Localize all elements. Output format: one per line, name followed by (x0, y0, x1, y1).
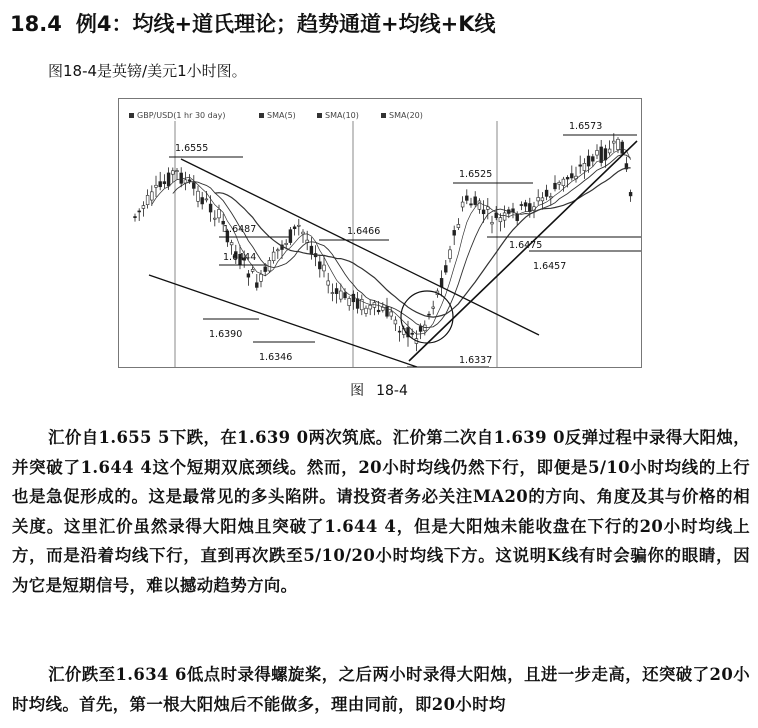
candle-body (377, 310, 380, 312)
moving-averages (152, 149, 631, 335)
candle-body (213, 218, 216, 219)
candle-body (155, 185, 158, 187)
candle-body (348, 298, 351, 305)
candle-body (171, 171, 174, 174)
candle-body (587, 156, 590, 166)
candle-body (537, 198, 540, 201)
legend-gbpusd: GBP/USD(1 hr 30 day) (137, 111, 226, 120)
price-chart-figure (118, 98, 642, 368)
candle-body (209, 204, 212, 212)
candle-body (142, 206, 145, 209)
candle-body (344, 293, 347, 298)
candle-body (318, 262, 321, 269)
candle-body (176, 171, 179, 172)
level-label: 1.6444 (223, 252, 257, 263)
candle-body (411, 333, 414, 334)
level-label: 1.6525 (459, 169, 493, 180)
candle-body (285, 243, 288, 244)
candle-body (629, 192, 632, 196)
section-number: 18.4 (10, 12, 62, 36)
candle-body (499, 218, 502, 222)
legend-sma20: SMA(20) (389, 111, 423, 120)
candle-body (255, 283, 258, 288)
candle-body (293, 227, 296, 229)
candle-body (138, 211, 141, 212)
candle-body (604, 149, 607, 160)
candle-body (352, 294, 355, 302)
candlesticks (134, 133, 632, 351)
candle-body (524, 203, 527, 206)
candle-body (482, 210, 485, 214)
figure-caption (0, 380, 758, 400)
candle-body (474, 197, 477, 205)
candle-body (566, 177, 569, 179)
candle-body (432, 307, 435, 308)
candle-body (428, 314, 431, 315)
candle-body (180, 173, 183, 183)
candle-body (541, 198, 544, 201)
candle-body (146, 195, 149, 204)
candle-body (297, 225, 300, 226)
level-label: 1.6555 (175, 143, 209, 154)
caption-label: 图 (350, 383, 365, 399)
level-label: 1.6573 (569, 121, 603, 132)
level-label: 1.6337 (459, 355, 493, 366)
candle-body (302, 232, 305, 234)
candle-body (549, 196, 552, 197)
candle-body (327, 281, 330, 285)
candle-body (390, 312, 393, 316)
sma-line (152, 149, 631, 335)
level-label: 1.6487 (223, 224, 257, 235)
candle-body (457, 224, 460, 227)
candle-body (461, 202, 464, 207)
candle-body (495, 213, 498, 218)
candle-body (335, 289, 338, 294)
candle-body (579, 165, 582, 166)
candle-body (201, 198, 204, 204)
candle-body (491, 222, 494, 224)
legend-sma5: SMA(5) (267, 111, 296, 120)
candle-body (159, 182, 162, 187)
candle-body (554, 183, 557, 189)
level-label: 1.6457 (533, 261, 567, 272)
candle-body (470, 204, 473, 205)
legend-sma10: SMA(10) (325, 111, 359, 120)
candle-body (369, 305, 372, 309)
section-title: 例4：均线+道氏理论；趋势通道+均线+K线 (75, 12, 496, 36)
paragraph-text: 汇价自1.655 5下跌，在1.639 0两次筑底。汇价第二次自1.639 0反弹过程中录得大阳烛，并突破了1.644 4这个短期双底颈线。然而，20小时均线仍然下行，即便是5/10小时均线的上行也是急促形成的。这是最常见的多头陷阱。请投资者务必关注MA20的方向、角度及其与价格的相关度。这里汇价虽然录得大阳烛且突破了1.644 4，但是大阳烛未能收盘在下行的20小时均线上方，而是沿着均线下行，直到再次跌至5/10/20小时均线下方。这说明K线有时会骗你的眼睛，因为它是短期信号，难以撼动趋势方向。 (12, 428, 750, 595)
level-label: 1.6466 (347, 226, 381, 237)
section-heading (10, 8, 496, 38)
caption-number: 18-4 (376, 383, 408, 399)
figure-intro: 图18-4是英镑/美元1小时图。 (48, 62, 247, 80)
candle-body (612, 141, 615, 143)
candle-body (562, 179, 565, 185)
candle-body (276, 250, 279, 251)
candle-body (449, 250, 452, 259)
candle-body (150, 192, 153, 200)
candle-body (251, 269, 254, 271)
candle-body (218, 209, 221, 217)
candle-body (272, 252, 275, 261)
candle-body (503, 213, 506, 220)
candle-body (365, 308, 368, 313)
candle-body (205, 199, 208, 200)
candle-body (465, 196, 468, 200)
highlight-circle (401, 291, 453, 343)
candle-body (134, 217, 137, 218)
candle-body (167, 173, 170, 186)
level-label: 1.6390 (209, 329, 243, 340)
candle-body (583, 163, 586, 170)
candle-body (570, 174, 573, 178)
candle-body (197, 191, 200, 201)
candle-body (621, 142, 624, 153)
candle-body (453, 230, 456, 235)
candle-body (188, 180, 191, 181)
chart-legend (129, 111, 423, 120)
candle-body (192, 183, 195, 189)
channel-upper-line (181, 159, 539, 335)
candle-body (163, 182, 166, 184)
candle-body (381, 307, 384, 310)
sma-line (215, 168, 631, 317)
candle-body (478, 201, 481, 209)
candle-body (289, 230, 292, 243)
body-paragraph (12, 660, 750, 719)
candle-body (545, 190, 548, 196)
candle-body (591, 157, 594, 162)
paragraph-text: 汇价跌至1.634 6低点时录得螺旋桨，之后两小时录得大阳烛，且进一步走高，还突破了20小时均线。首先，第一根大阳烛后不能做多，理由同前，即20小时均 (12, 665, 750, 714)
level-label: 1.6475 (509, 240, 543, 251)
candle-body (558, 182, 561, 184)
candle-body (394, 320, 397, 324)
candle-body (528, 204, 531, 212)
price-chart (119, 99, 641, 367)
candle-body (339, 291, 342, 299)
candle-body (596, 150, 599, 155)
candle-body (323, 265, 326, 271)
candle-body (512, 209, 515, 212)
candle-body (608, 149, 611, 153)
candle-body (310, 246, 313, 254)
candle-body (331, 293, 334, 294)
candle-body (419, 326, 422, 331)
candle-body (398, 331, 401, 332)
candle-body (444, 266, 447, 273)
candle-body (264, 267, 267, 272)
candle-body (617, 139, 620, 149)
candle-body (260, 274, 263, 281)
candle-body (230, 243, 233, 245)
candle-body (440, 278, 443, 287)
candle-body (247, 274, 250, 277)
candle-body (520, 205, 523, 206)
level-label: 1.6346 (259, 352, 293, 363)
body-paragraph (12, 423, 750, 601)
